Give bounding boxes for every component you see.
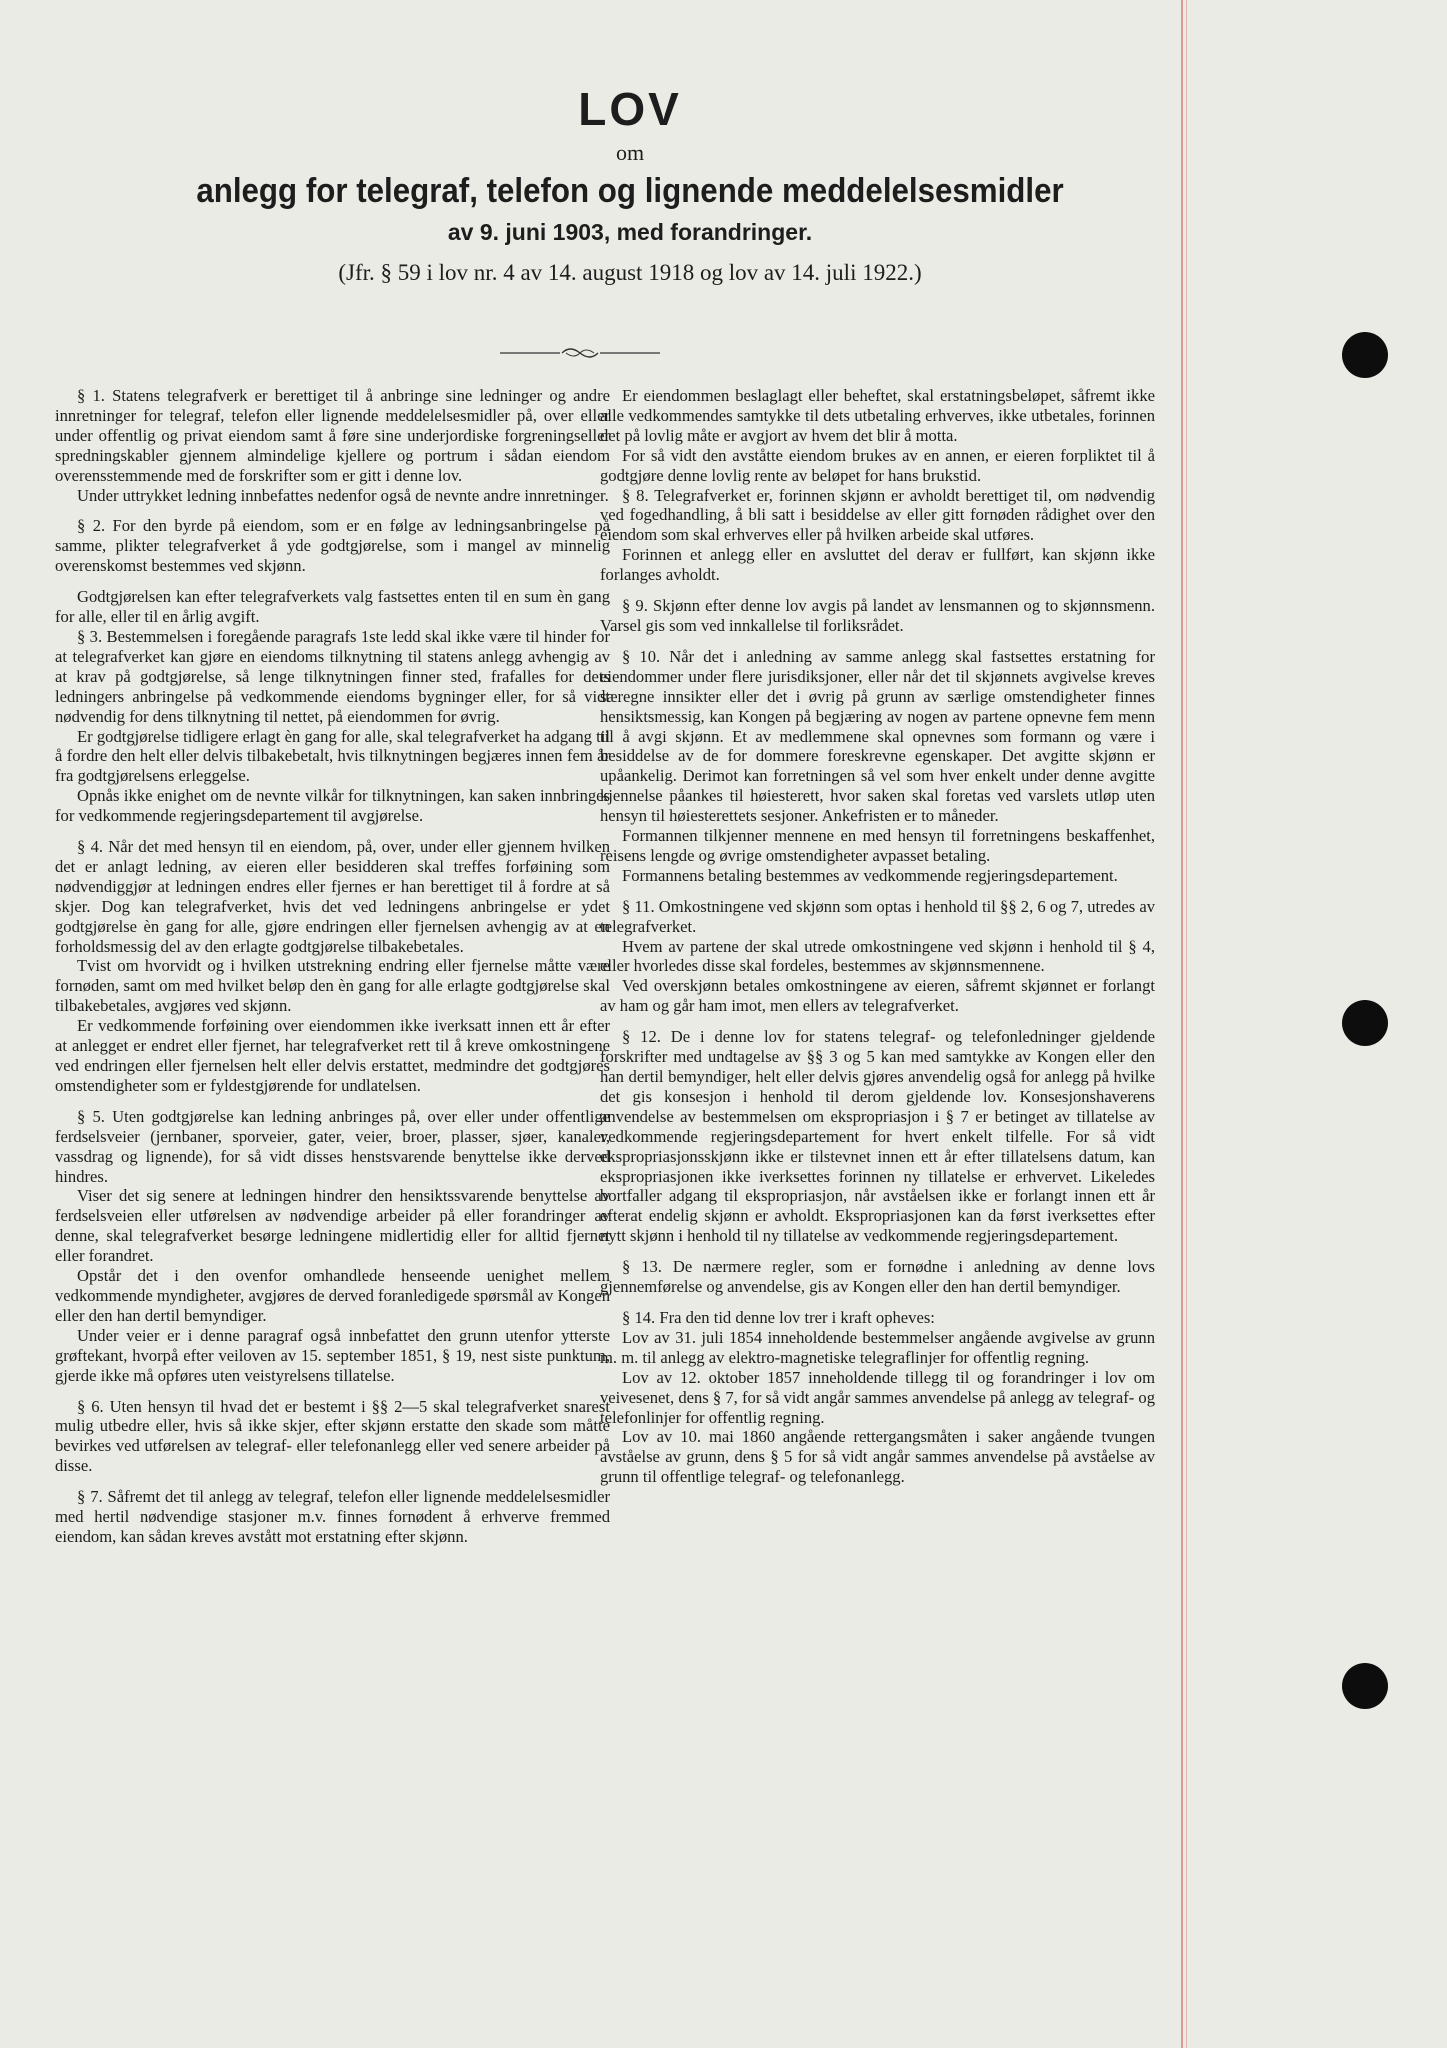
law-main-title: anlegg for telegraf, telefon og lignende meddelelsesmidler (196, 172, 1064, 210)
title-block (100, 82, 1160, 290)
punch-hole-top (1342, 332, 1388, 378)
left-column-paragraph: § 3. Bestemmelsen i foregående paragrafs 1ste ledd skal ikke være til hinder for at telegrafverket kan gjøre en eiendoms tilknytning til statens anlegg avhengig av at krav på godtgjørelse, så lenge tilknytningen finner sted, frafalles for dets ledningers anbringelse på vedkommende eiendoms bygninger eller, for så vidt nødvendig for dens tilknytning til nettet, på eiendommen for øvrig. (55, 626, 610, 726)
left-column-paragraph: Under veier er i denne paragraf også innbefattet den grunn utenfor ytterste grøftekant, hvorpå efter veiloven av 15. september 1851, § 19, nest siste punktum, gjerde ikke må opføres uten veistyrelsens tillatelse. (55, 1325, 610, 1385)
right-column-paragraph: § 9. Skjønn efter denne lov avgis på landet av lensmannen og to skjønnsmenn. Varsel gis som ved innkallelse til forliksrådet. (600, 596, 1155, 635)
right-column-paragraph: § 13. De nærmere regler, som er fornødne i anledning av denne lovs gjennemførelse og anvendelse, gis av Kongen eller den han dertil bemyndiger. (600, 1257, 1155, 1297)
left-column-paragraph: § 1. Statens telegrafverk er berettiget til å anbringe sine ledninger og andre innretninger for telegraf, telefon eller lignende meddelelsesmidler på, over eller under offentlig og privat eiendom samt å føre sine underjordiske forgreningseller spredningskabler gjennem almindelige kjellere og portrum i sådan eiendom overensstemmende med de forskrifter som er gitt i denne lov. (55, 386, 610, 485)
right-column-paragraph: Formannen tilkjenner mennene en med hensyn til forretningens beskaffenhet, reisens lengde og øvrige omstendigheter avpasset betaling. (600, 826, 1155, 865)
left-column-paragraph: Godtgjørelsen kan efter telegrafverkets valg fastsettes enten til en sum èn gang for alle, eller til en årlig avgift. (55, 587, 610, 627)
right-column-paragraph: § 8. Telegrafverket er, forinnen skjønn er avholdt berettiget til, om nødvendig ved fogedhandling, å bli satt i besiddelse av eller gitt fornøden rådighet over den eiendom som skal erhverves eller på hvilken arbeide skal utføres. (600, 485, 1155, 545)
left-column-paragraph: § 6. Uten hensyn til hvad det er bestemt i §§ 2—5 skal telegrafverket snarest mulig utbedre eller, hvis så ikke skjer, efter skjønn erstatte den skade som måtte bevirkes ved utførelsen av telegraf- eller telefonanlegg eller ved senere arbeider på disse. (55, 1396, 610, 1476)
margin-rule (1181, 0, 1183, 2048)
right-column-paragraph: Lov av 31. juli 1854 inneholdende bestemmelser angående avgivelse av grunn m. m. til anlegg av elektro-magnetiske telegraflinjer for offentlig regning. (600, 1327, 1155, 1367)
left-column-paragraph: § 7. Såfremt det til anlegg av telegraf, telefon eller lignende meddelelsesmidler med hertil nødvendige stasjoner m.v. finnes fornødent å erhverve fremmed eiendom, kan sådan kreves avstått mot erstatning efter skjønn. (55, 1487, 610, 1546)
left-column-paragraph: Opstår det i den ovenfor omhandlede henseende uenighet mellem vedkommende myndigheter, avgjøres de derved foranledigede spørsmål av Kongen eller den han dertil bemyndiger. (55, 1266, 610, 1325)
law-title: LOV (578, 83, 682, 135)
punch-hole-middle (1342, 1000, 1388, 1046)
right-column-paragraph: § 10. Når det i anledning av samme anlegg skal fastsettes erstatning for eiendommer under flere jurisdiksjoner, eller når det til skjønnets avgivelse kreves særegne innsikter eller det i øvrig på grunn av særlige omstendigheter finnes hensiktsmessig, kan Kongen på begjæring av nogen av partene opnevne fem menn til å avgi skjønn. Et av medlemmene skal opnevnes som formann og være i besiddelse av de for dommere foreskrevne egenskaper. Det avgitte skjønn er upåankelig. Derimot kan forretningen så vel som hver enkelt under denne avgitte kjennelse påankes til høiesterett, hvor saken skal foretas ved varslets utløp uten hensyn til høiesterettets sesjoner. Ankefristen er to måneder. (600, 646, 1155, 826)
left-column-paragraph: § 5. Uten godtgjørelse kan ledning anbringes på, over eller under offentlige ferdselsveier (jernbaner, sporveier, gater, veier, broer, plasser, sjøer, kanaler, vassdrag og lignende), for så vidt disses henstsvarende benyttelse ikke derved hindres. (55, 1106, 610, 1186)
right-column-paragraph: Er eiendommen beslaglagt eller beheftet, skal erstatningsbeløpet, såfremt ikke alle vedkommendes samtykke til dets utbetaling erhverves, ikke utbetales, forinnen det på lovlig måte er avgjort av hvem det blir å motta. (600, 386, 1155, 445)
right-column-paragraph: § 11. Omkostningene ved skjønn som optas i henhold til §§ 2, 6 og 7, utredes av telegrafverket. (600, 896, 1155, 936)
law-date-line: av 9. juni 1903, med forandringer. (447, 219, 813, 245)
right-column-paragraph: Forinnen et anlegg eller en avsluttet del derav er fullført, kan skjønn ikke forlanges avholdt. (600, 545, 1155, 585)
right-column-paragraph: § 12. De i denne lov for statens telegraf- og telefonledninger gjeldende forskrifter med undtagelse av §§ 3 og 5 kan med samtykke av Kongen eller den han dertil bemyndiger, helt eller delvis gjøres anvendelig også for anlegg på hvilke det gis konsesjon i henhold til derom gjeldende lov. Konsesjonshaverens anvendelse av bestemmelsen om ekspropriasjon i § 7 er betinget av tillatelse av vedkommende regjeringsdepartement for hvert enkelt tilfelle. For så vidt ekspropriasjonsskjønn ikke er tilstevnet innen ett år efter tillatelsens datum, kan ekspropriasjonen ikke iverksettes forinnen ny tillatelse er erhvervet. Likeledes bortfaller adgang til ekspropriasjon, når avståelsen ikke er forlangt innen ett år efterat endelig skjønn er avholdt. Ekspropriasjonen kan da først iverksettes efter nytt skjønn i henhold til ny tillatelse av vedkommende regjeringsdepartement. (600, 1027, 1155, 1246)
left-column-paragraph: § 2. For den byrde på eiendom, som er en følge av ledningsanbringelse på samme, plikter telegrafverket å yde godtgjørelse, som i mangel av minnelig overenskomst bestemmes ved skjønn. (55, 516, 610, 576)
right-column (600, 386, 1155, 1487)
left-column (55, 386, 610, 1547)
right-column-paragraph: Formannens betaling bestemmes av vedkommende regjeringsdepartement. (622, 865, 1118, 885)
left-column-paragraph: Tvist om hvorvidt og i hvilken utstrekning endring eller fjernelse måtte være fornøden, samt om med hvilket beløp den èn gang for alle erlagte godtgjørelse skal tilbakebetales, avgjøres ved skjønn. (55, 956, 610, 1016)
left-column-paragraph: Opnås ikke enighet om de nevnte vilkår for tilknytningen, kan saken innbringes for vedkommende regjeringsdepartement til avgjørelse. (55, 786, 610, 826)
right-column-paragraph: Lov av 10. mai 1860 angående rettergangsmåten i saker angående tvungen avståelse av grunn, dens § 5 for så vidt angår sammes anvendelse på avståelse av grunn til offentlige telegraf- og telefonanlegg. (600, 1427, 1155, 1487)
law-subtitle-om: om (615, 140, 645, 165)
margin-rule-secondary (1186, 0, 1187, 2048)
right-column-paragraph: § 14. Fra den tid denne lov trer i kraft opheves: (622, 1307, 935, 1327)
law-reference: (Jfr. § 59 i lov nr. 4 av 14. august 1918 og lov av 14. juli 1922.) (338, 260, 922, 285)
right-column-paragraph: Lov av 12. oktober 1857 inneholdende tillegg til og forandringer i lov om veivesenet, dens § 7, for så vidt angår sammes anvendelse på anlegg av telegraf- og telefonlinjer for offentlig regning. (600, 1367, 1155, 1427)
left-column-paragraph: Er godtgjørelse tidligere erlagt èn gang for alle, skal telegrafverket ha adgang til å fordre den helt eller delvis tilbakebetalt, hvis tilknytningen begjæres innen fem år fra godtgjørelsens erleggelse. (55, 726, 610, 786)
right-column-paragraph: Hvem av partene der skal utrede omkostningene ved skjønn i henhold til § 4, eller hvorledes disse skal fordeles, bestemmes av skjønnsmennene. (600, 936, 1155, 976)
left-column-paragraph: § 4. Når det med hensyn til en eiendom, på, over, under eller gjennem hvilken det er anlagt ledning, av eieren eller besidderen skal treffes forføining som nødvendiggjør at ledningen endres eller fjernes er han berettiget til å fordre at så skjer. Dog kan telegrafverket, hvis det ved ledningens anbringelse er ydet godtgjørelse èn gang for alle, gjøre endringen eller fjernelsen avhengig av at en forholdsmessig del av den erlagte godtgjørelse tilbakebetales. (55, 837, 610, 956)
left-column-paragraph: Er vedkommende forføining over eiendommen ikke iverksatt innen ett år efter at anlegget er endret eller fjernet, har telegrafverket rett til å kreve omkostningene ved endringen eller fjernelsen helt eller delvis erstattet, medmindre det godtgjøres omstendigheter som er fyldestgjørende for undlatelsen. (55, 1016, 610, 1095)
left-column-paragraph: Viser det sig senere at ledningen hindrer den hensiktssvarende benyttelse av ferdselsveien eller utførelsen av nødvendige arbeider på eller forandringer av denne, skal telegrafverket besørge ledningene midlertidig eller for alltid fjernet eller forandret. (55, 1186, 610, 1266)
punch-hole-bottom (1342, 1663, 1388, 1709)
ornament-divider (500, 343, 660, 363)
left-column-paragraph: Under uttrykket ledning innbefattes nedenfor også de nevnte andre innretninger. (77, 485, 609, 505)
right-column-paragraph: For så vidt den avståtte eiendom brukes av en annen, er eieren forpliktet til å godtgjøre denne lovlig rente av beløpet for hans brukstid. (600, 445, 1155, 485)
right-column-paragraph: Ved overskjønn betales omkostningene av eieren, såfremt skjønnet er forlangt av ham og går ham imot, men ellers av telegrafverket. (600, 976, 1155, 1016)
